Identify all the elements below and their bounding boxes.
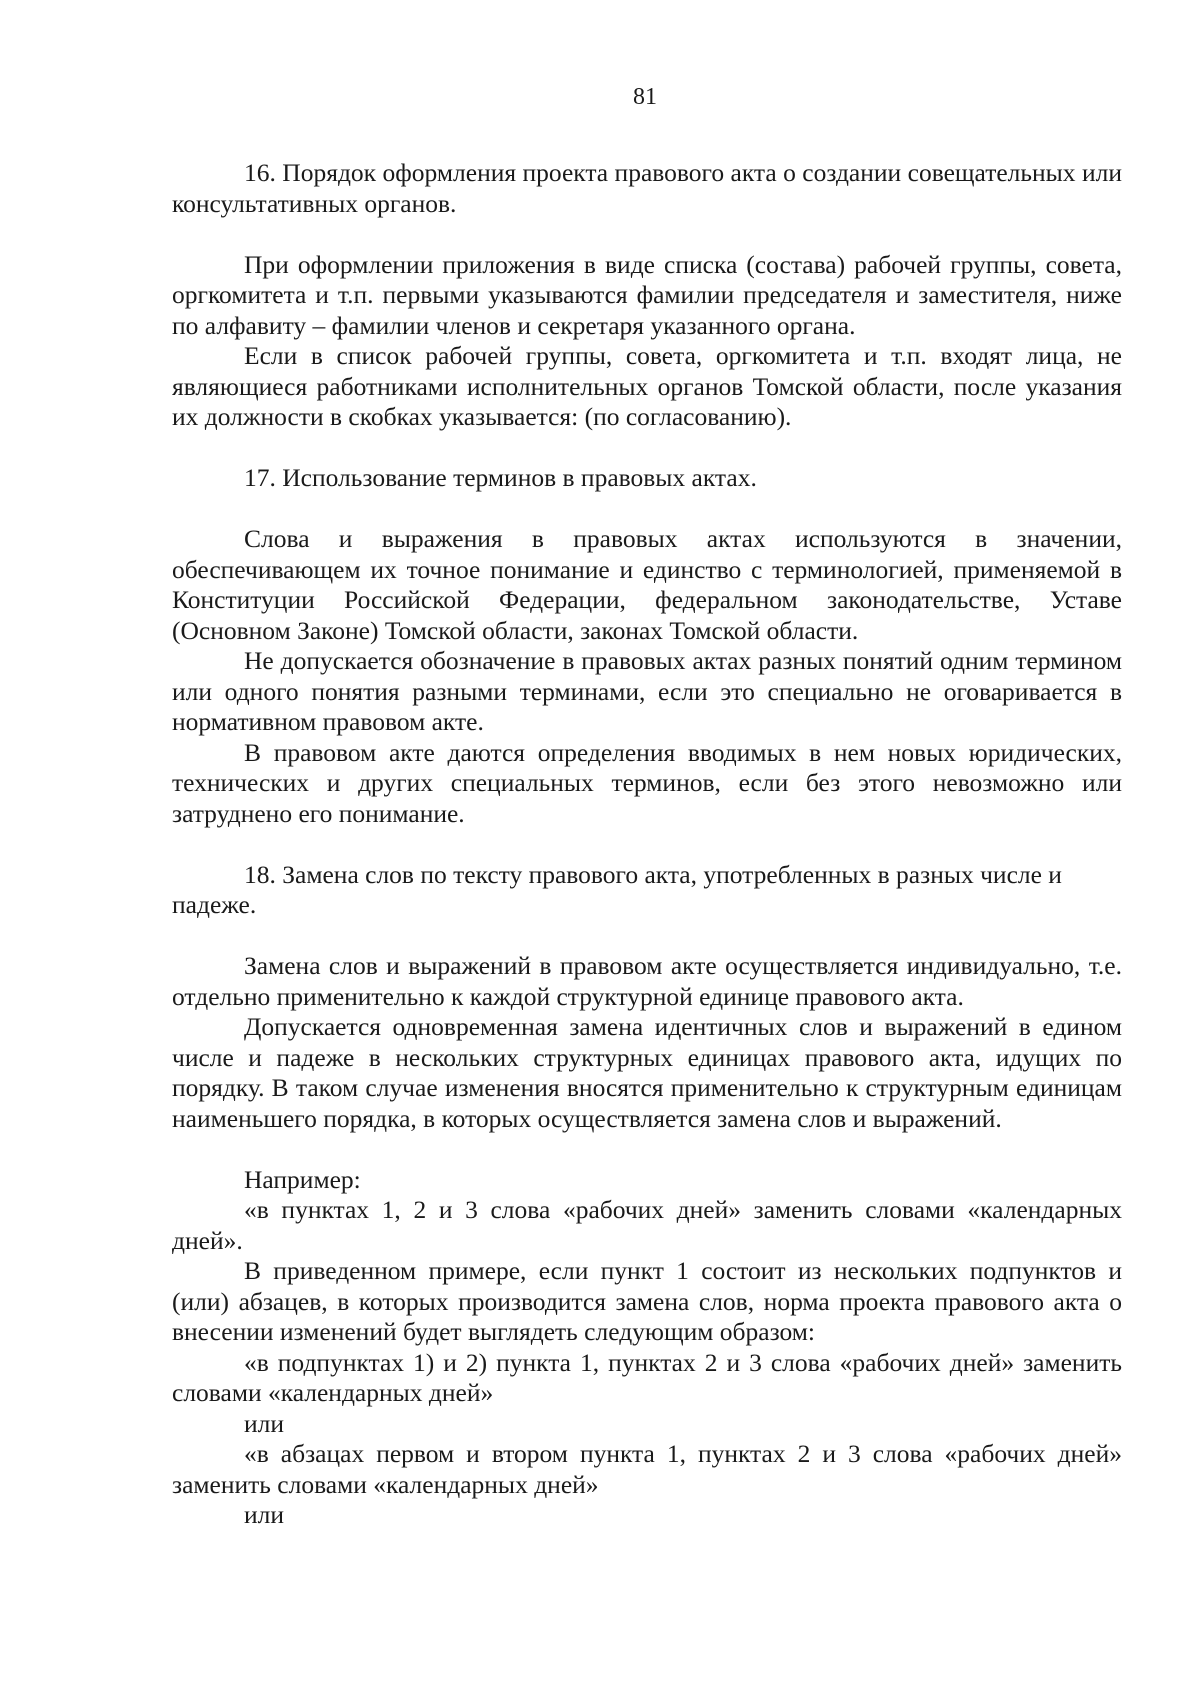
or-separator: или: [244, 1500, 285, 1529]
example-quote: «в абзацах первом и втором пункта 1, пунктах 2 и 3 слова «рабочих дней» заменить словами «календарных дней»: [172, 1439, 1122, 1499]
section-18-heading: 18. Замена слов по тексту правового акта, употребленных в разных числе и падеже.: [172, 859, 1062, 919]
section-16-heading: 16. Порядок оформления проекта правового акта о создании совещательных или консультативных органов.: [172, 158, 1122, 218]
paragraph: Допускается одновременная замена идентичных слов и выражений в едином числе и падеже в нескольких структурных единицах правового акта, идущих по порядку. В таком случае изменения вносятся применительно к структурным единицам наименьшего порядка, в которых осуществляется замена слов и выражений.: [172, 1012, 1122, 1133]
paragraph: В приведенном примере, если пункт 1 состоит из нескольких подпунктов и (или) абзацев, в которых производится замена слов, норма проекта правового акта о внесении изменений будет выглядеть следующим образом:: [172, 1256, 1122, 1346]
page-number: 81: [633, 84, 657, 110]
document-body: [172, 158, 1122, 1531]
paragraph: Слова и выражения в правовых актах используются в значении, обеспечивающем их точное понимание и единство с терминологией, применяемой в Конституции Российской Федерации, федеральном законодательстве, Уставе (Основном Законе) Томской области, законах Томской области.: [172, 524, 1122, 645]
paragraph: Замена слов и выражений в правовом акте осуществляется индивидуально, т.е. отдельно применительно к каждой структурной единице правового акта.: [172, 951, 1122, 1011]
paragraph: При оформлении приложения в виде списка (состава) рабочей группы, совета, оргкомитета и т.п. первыми указываются фамилии председателя и заместителя, ниже по алфавиту – фамилии членов и секретаря указанного органа.: [172, 249, 1122, 340]
or-separator: или: [244, 1408, 285, 1438]
section-17-heading: 17. Использование терминов в правовых актах.: [244, 463, 757, 492]
example-quote: «в пунктах 1, 2 и 3 слова «рабочих дней» заменить словами «календарных дней».: [172, 1195, 1122, 1255]
example-label: Например:: [244, 1164, 361, 1194]
paragraph: Если в список рабочей группы, совета, оргкомитета и т.п. входят лица, не являющиеся работниками исполнительных органов Томской области, после указания их должности в скобках указывается: (по согласованию).: [172, 341, 1122, 431]
paragraph: Не допускается обозначение в правовых актах разных понятий одним термином или одного понятия разными терминами, если это специально не оговаривается в нормативном правовом акте.: [172, 646, 1122, 736]
paragraph: В правовом акте даются определения вводимых в нем новых юридических, технических и других специальных терминов, если без этого невозможно или затруднено его понимание.: [172, 737, 1122, 828]
example-quote: «в подпунктах 1) и 2) пункта 1, пунктах 2 и 3 слова «рабочих дней» заменить словами «календарных дней»: [172, 1347, 1122, 1407]
